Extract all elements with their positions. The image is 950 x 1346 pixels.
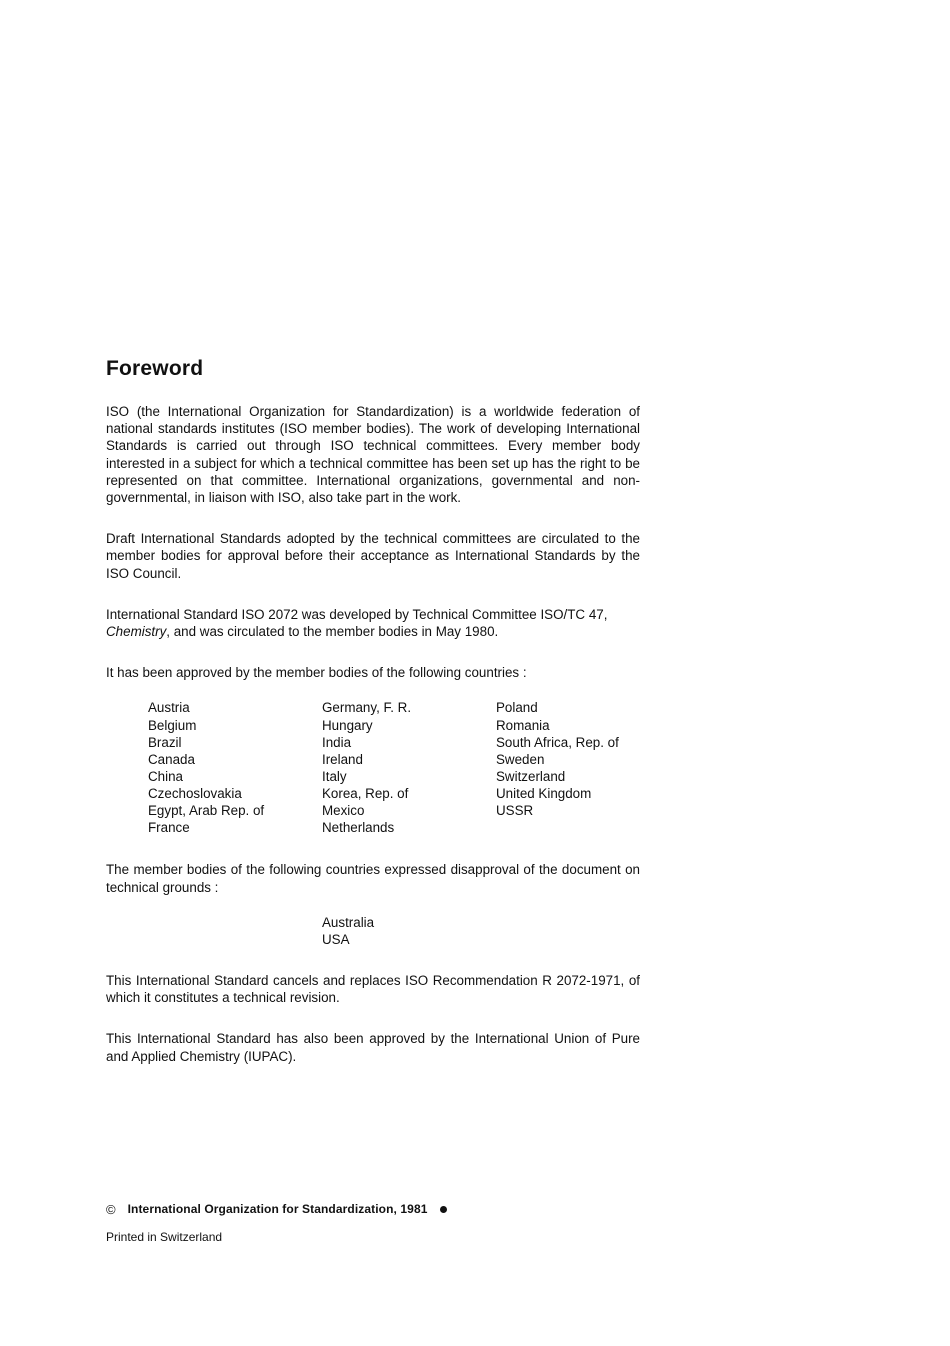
countries-column-2 <box>322 699 411 836</box>
country-item: USSR <box>496 803 534 818</box>
development-text: International Standard ISO 2072 was developed by Technical Committee ISO/TC 47, <box>106 606 608 622</box>
bullet-icon <box>440 1206 447 1213</box>
paragraph-replacement: This International Standard cancels and replaces ISO Recommendation R 2072-1971, of which it constitutes a technical revision. <box>106 973 640 1006</box>
country-item: Brazil <box>148 734 182 750</box>
country-item: Hungary <box>322 717 373 733</box>
country-item: India <box>322 734 352 750</box>
country-item: Poland <box>496 700 538 716</box>
country-item: France <box>148 820 190 836</box>
country-item: Korea, Rep. of <box>322 785 409 801</box>
countries-column-1 <box>148 699 264 836</box>
country-item: China <box>148 768 183 784</box>
disapproving-countries-list <box>322 914 640 948</box>
circulation-text: , and was circulated to the member bodies in May 1980. <box>166 624 499 640</box>
printed-location: Printed in Switzerland <box>106 1230 223 1244</box>
copyright-text: International Organization for Standardization, 1981 <box>127 1202 428 1216</box>
country-item: Sweden <box>496 751 545 767</box>
country-item: United Kingdom <box>496 785 592 801</box>
country-item: Italy <box>322 768 347 784</box>
paragraph-iso-intro: ISO (the International Organization for Standardization) is a worldwide federation of national standards institutes (ISO member bodies). The work of developing International Standards is carried out through ISO technical committees. Every member body interested in a subject for which a technical committee has been set up has the right to be represented on that committee. International organizations, governmental and non-governmental, in liaison with ISO, also take part in the work. <box>106 404 640 506</box>
country-item: Ireland <box>322 751 363 767</box>
copyright-icon: © <box>106 1201 116 1217</box>
paragraph-iupac: This International Standard has also been approved by the International Union of Pure and Applied Chemistry (IUPAC). <box>106 1031 640 1064</box>
paragraph-development <box>106 606 640 640</box>
paragraph-disapproval-intro: The member bodies of the following countries expressed disapproval of the document on technical grounds : <box>106 862 640 895</box>
country-item: South Africa, Rep. of <box>496 734 619 750</box>
country-item: Australia <box>322 914 375 930</box>
committee-name: Chemistry <box>106 624 167 640</box>
countries-column-3 <box>496 699 619 819</box>
country-item: Czechoslovakia <box>148 785 242 801</box>
country-item: USA <box>322 931 350 947</box>
foreword-title: Foreword <box>106 357 204 380</box>
country-item: Switzerland <box>496 768 566 784</box>
country-item: Austria <box>148 700 190 716</box>
paragraph-approval-intro: It has been approved by the member bodies of the following countries : <box>106 665 527 681</box>
country-item: Belgium <box>148 717 197 733</box>
country-item: Egypt, Arab Rep. of <box>148 803 265 818</box>
paragraph-draft-standards: Draft International Standards adopted by the technical committees are circulated to the member bodies for approval before their acceptance as International Standards by the ISO Council. <box>106 531 640 581</box>
copyright-line <box>106 1200 447 1218</box>
page-footer <box>106 1200 447 1244</box>
country-item: Canada <box>148 751 195 767</box>
country-item: Mexico <box>322 803 365 818</box>
country-item: Netherlands <box>322 820 395 836</box>
approving-countries-list <box>148 699 640 835</box>
country-item: Romania <box>496 717 550 733</box>
foreword-section <box>106 355 640 1089</box>
country-item: Germany, F. R. <box>322 700 412 716</box>
